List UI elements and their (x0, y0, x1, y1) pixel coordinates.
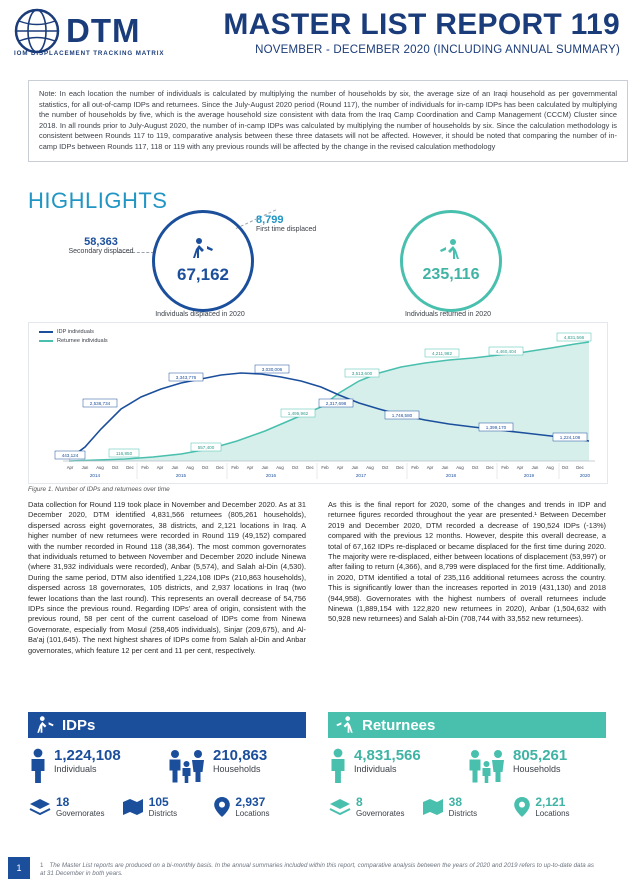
svg-text:2014: 2014 (89, 473, 101, 478)
svg-text:Apr: Apr (156, 465, 164, 470)
secondary-displaced-label: Secondary displaced (68, 248, 134, 255)
svg-text:2,317,698: 2,317,698 (325, 401, 347, 406)
returnee-governorates-label: Governorates (356, 809, 405, 818)
idp-main-stats (28, 748, 306, 784)
map-layers-icon (328, 796, 352, 818)
highlights-heading: HIGHLIGHTS (28, 188, 168, 213)
legend-label-returnee: Returnee individuals (57, 338, 108, 344)
idp-locations-label: Locations (235, 809, 270, 818)
page-subtitle: NOVEMBER - DECEMBER 2020 (INCLUDING ANNUAL SUMMARY) (255, 44, 620, 56)
person-icon (28, 748, 48, 784)
body-text-right: As this is the final report for 2020, some of the changes and trends in IDP and returnee figures recorded throughout the year are presented.¹ Between December 2019 and December 2020, DTM recorded a decrease of 190,524 IDPs (-13%) compared with the previous 12 months. However, despite this overall decrease, a total of 67,162 IDPs re-displaced or became displaced for the first time during 2020. The majority were re-displaced, either between locations of displacement (53,997) or after failing to return (4,366), and 8,799 were displaced for the first time. Additionally, in 2020, DTM identified a total of 235,116 additional returnees across the country. This is significantly lower than the increases reported in 2019 (431,130) and 2018 (944,958). Governorates with the highest numbers of overall returnees include Ninewa (1,889,154 with 122,820 new returnees in 2020), Anbar (1,504,632 with 50,928 new returnees) and Salah al-Din (708,744 with 33,552 new returnees). (328, 500, 606, 624)
idp-walking-icon (34, 715, 56, 735)
svg-text:Jun: Jun (171, 465, 179, 470)
idp-districts-value: 105 (148, 795, 169, 809)
idp-summary-panel (28, 712, 306, 847)
map-districts-icon (421, 796, 445, 818)
idp-locations-stat (213, 796, 306, 819)
svg-text:Oct: Oct (291, 465, 299, 470)
highlights-circles (0, 206, 634, 316)
chart-plot (29, 323, 607, 483)
secondary-displaced-stat (60, 236, 142, 257)
footnote (40, 862, 600, 879)
svg-text:2015: 2015 (175, 473, 187, 478)
first-time-displaced-label: First time displaced (256, 226, 317, 233)
svg-text:Dec: Dec (126, 465, 134, 470)
svg-text:4,831,566: 4,831,566 (563, 335, 585, 340)
page-number: 1 (8, 857, 30, 879)
svg-text:1,746,580: 1,746,580 (391, 413, 413, 418)
svg-text:Oct: Oct (111, 465, 119, 470)
returnee-districts-stat (421, 796, 514, 819)
first-time-displaced-value: 8,799 (256, 214, 284, 226)
idp-panel-header (28, 712, 306, 738)
returnee-family-icon (438, 238, 464, 264)
svg-text:Apr: Apr (516, 465, 524, 470)
svg-text:557,400: 557,400 (197, 445, 215, 450)
map-pin-icon (513, 796, 531, 818)
returnee-locations-value: 2,121 (535, 795, 566, 809)
body-text-left: Data collection for Round 119 took place in November and December 2020. As at 31 December 2020, DTM identified 4,831,566 returnees (805,261 households), dispersed across eight governorates, 38 districts, and 2,121 locations in Iraq. A higher number of new returnees were recorded in Round 119 (49,152) compared with the number recorded in Round 118 (38,364). The most common governorates that individuals returned to between November and December 2020 include Ninewa (where 31,932 individuals were recorded), Anbar (5,574), and Salah al-Din (4,530). During the same period, DTM also identified 1,224,108 IDPs (210,863 households), dispersed across 18 governorates, 105 districts, and 2,937 locations in Iraq (two fewer locations than the last round). This represents an overall decrease of 54,756 IDPs since the previous round. Regarding IDPs' area of origin, consistent with the previous round, 58 per cent of the current caseload of IDPs come from Ninewa Governorate, especially from Mosul (258,405 individuals), Sinjar (209,675), and Al-Ba'aj (101,645). The next highest shares of IDPs come from Salah al-Din and Anbar governorates, which feature 12 per cent and 11 per cent, respectively. (28, 500, 306, 655)
idp-highlight-caption: Individuals displaced in 2020 (155, 311, 245, 318)
idp-locations-value: 2,937 (235, 795, 266, 809)
svg-text:Feb: Feb (141, 465, 149, 470)
idp-geo-stats (28, 796, 306, 819)
returnee-locations-stat (513, 796, 606, 819)
returnee-individuals-value: 4,831,566 (354, 747, 421, 764)
returnee-governorates-stat (328, 796, 421, 819)
svg-text:3,343,776: 3,343,776 (175, 375, 197, 380)
returnee-summary-panel (328, 712, 606, 847)
svg-text:Aug: Aug (366, 465, 374, 470)
svg-text:Jun: Jun (531, 465, 539, 470)
returnee-highlight-circle (400, 210, 502, 312)
svg-text:Apr: Apr (66, 465, 74, 470)
svg-text:Feb: Feb (231, 465, 239, 470)
map-pin-icon (213, 796, 231, 818)
svg-text:Aug: Aug (456, 465, 464, 470)
svg-text:2,536,734: 2,536,734 (89, 401, 111, 406)
svg-text:2019: 2019 (523, 473, 535, 478)
svg-text:116,850: 116,850 (115, 451, 133, 456)
svg-text:Oct: Oct (471, 465, 479, 470)
svg-text:2016: 2016 (265, 473, 277, 478)
idp-governorates-stat (28, 796, 121, 819)
svg-text:Aug: Aug (186, 465, 194, 470)
svg-text:Dec: Dec (396, 465, 404, 470)
returnee-individuals-label: Individuals (354, 764, 397, 774)
svg-text:1,495,962: 1,495,962 (287, 411, 309, 416)
logo-block (14, 6, 214, 62)
idp-districts-stat (121, 796, 214, 819)
person-icon (328, 748, 348, 784)
family-icon (167, 748, 207, 784)
report-header (0, 0, 634, 66)
returnee-districts-label: Districts (448, 809, 478, 818)
logo-wordmark: DTM (66, 12, 141, 49)
svg-text:Aug: Aug (276, 465, 284, 470)
returnee-households-stat (467, 748, 606, 784)
idp-governorates-label: Governorates (56, 809, 105, 818)
svg-text:Jun: Jun (351, 465, 359, 470)
idp-individuals-value: 1,224,108 (54, 747, 121, 764)
report-footer (0, 851, 634, 885)
chart-caption: Figure 1. Number of IDPs and returnees over time (28, 486, 170, 493)
svg-text:1,399,170: 1,399,170 (485, 425, 507, 430)
svg-text:Dec: Dec (576, 465, 584, 470)
svg-text:443,124: 443,124 (61, 453, 79, 458)
returnee-panel-header (328, 712, 606, 738)
svg-text:4,211,982: 4,211,982 (431, 351, 453, 356)
returnee-locations-label: Locations (535, 809, 570, 818)
svg-text:Apr: Apr (336, 465, 344, 470)
returnee-main-stats (328, 748, 606, 784)
legend-label-idp: IDP individuals (57, 329, 94, 335)
idp-returnee-timeseries-chart (28, 322, 608, 484)
logo-subtitle: IOM DISPLACEMENT TRACKING MATRIX (14, 50, 165, 57)
svg-text:3,030,006: 3,030,006 (261, 367, 283, 372)
displaced-family-icon (190, 237, 216, 263)
svg-text:3,513,600: 3,513,600 (351, 371, 373, 376)
svg-text:4,460,404: 4,460,404 (495, 349, 517, 354)
map-districts-icon (121, 796, 145, 818)
page-title: MASTER LIST REPORT 119 (223, 8, 620, 41)
svg-text:Aug: Aug (546, 465, 554, 470)
svg-text:2017: 2017 (355, 473, 367, 478)
idp-households-label: Households (213, 764, 261, 774)
returnee-geo-stats (328, 796, 606, 819)
returnee-households-label: Households (513, 764, 561, 774)
svg-text:1,224,108: 1,224,108 (559, 435, 581, 440)
first-time-displaced-stat (256, 214, 332, 235)
footnote-text: The Master List reports are produced on a bi-monthly basis. In the annual summaries included within this report, comparative analysis between the years of 2020 and 2019 refers to up-to-date data as at 31 December in both years. (40, 861, 594, 878)
methodology-note: Note: In each location the number of individuals is calculated by multiplying the number of households by six, the average size of an Iraqi household as per governmental statistics, for all out-of-camp IDPs and returnees. Since the July-August 2020 period (Round 117), the number of individuals for in-camp IDPs has been calculated by multiplying the number of households by five, which is the average household size consistent with data from the Iraq Camp Coordination and Camp Management (CCCM) Cluster since 2018. In all rounds prior to July-August 2020, the number of in-camp IDPs was calculated by multiplying the number of households by six. Since the calculation methodology is consistent between Rounds 117 to 119, comparative analysis between these three datasets will not be affected. However, it should be noted that comparing the number of in-camp IDPs between Rounds 117, 118 or 119 with any previous rounds will be affected by the change in the revised calculation methodology (28, 80, 628, 162)
idp-households-value: 210,863 (213, 747, 268, 764)
returnee-highlight-value: 235,116 (422, 266, 480, 283)
svg-text:Oct: Oct (201, 465, 209, 470)
family-icon (467, 748, 507, 784)
idp-households-stat (167, 748, 306, 784)
returnee-governorates-value: 8 (356, 795, 363, 809)
svg-text:Jun: Jun (441, 465, 449, 470)
svg-text:Jun: Jun (261, 465, 269, 470)
idp-highlight-value: 67,162 (177, 265, 229, 284)
idp-panel-title: IDPs (62, 716, 96, 734)
svg-text:Jun: Jun (81, 465, 89, 470)
svg-text:Feb: Feb (411, 465, 419, 470)
idp-governorates-value: 18 (56, 795, 70, 809)
idp-highlight-circle (152, 210, 254, 312)
svg-text:Oct: Oct (381, 465, 389, 470)
secondary-displaced-value: 58,363 (84, 236, 118, 248)
idp-districts-label: Districts (148, 809, 178, 818)
returnee-districts-value: 38 (448, 795, 463, 809)
idp-individuals-label: Individuals (54, 764, 97, 774)
svg-text:Aug: Aug (96, 465, 104, 470)
idp-individuals-stat (28, 748, 167, 784)
returnee-individuals-stat (328, 748, 467, 784)
svg-text:Dec: Dec (486, 465, 494, 470)
returnee-panel-title: Returnees (362, 716, 436, 734)
title-block (200, 8, 620, 56)
returnee-households-value: 805,261 (513, 747, 568, 764)
svg-text:2018: 2018 (445, 473, 457, 478)
map-layers-icon (28, 796, 52, 818)
svg-text:Apr: Apr (426, 465, 434, 470)
footnote-number: 1 (40, 861, 44, 869)
svg-text:2020: 2020 (579, 473, 591, 478)
svg-text:Feb: Feb (321, 465, 329, 470)
globe-icon (14, 8, 60, 54)
returnee-highlight-caption: Individuals returned in 2020 (404, 311, 491, 318)
svg-text:Oct: Oct (561, 465, 569, 470)
svg-text:Dec: Dec (216, 465, 224, 470)
svg-text:Dec: Dec (306, 465, 314, 470)
returnee-walking-icon (334, 715, 356, 735)
svg-text:Apr: Apr (246, 465, 254, 470)
svg-text:Feb: Feb (501, 465, 509, 470)
